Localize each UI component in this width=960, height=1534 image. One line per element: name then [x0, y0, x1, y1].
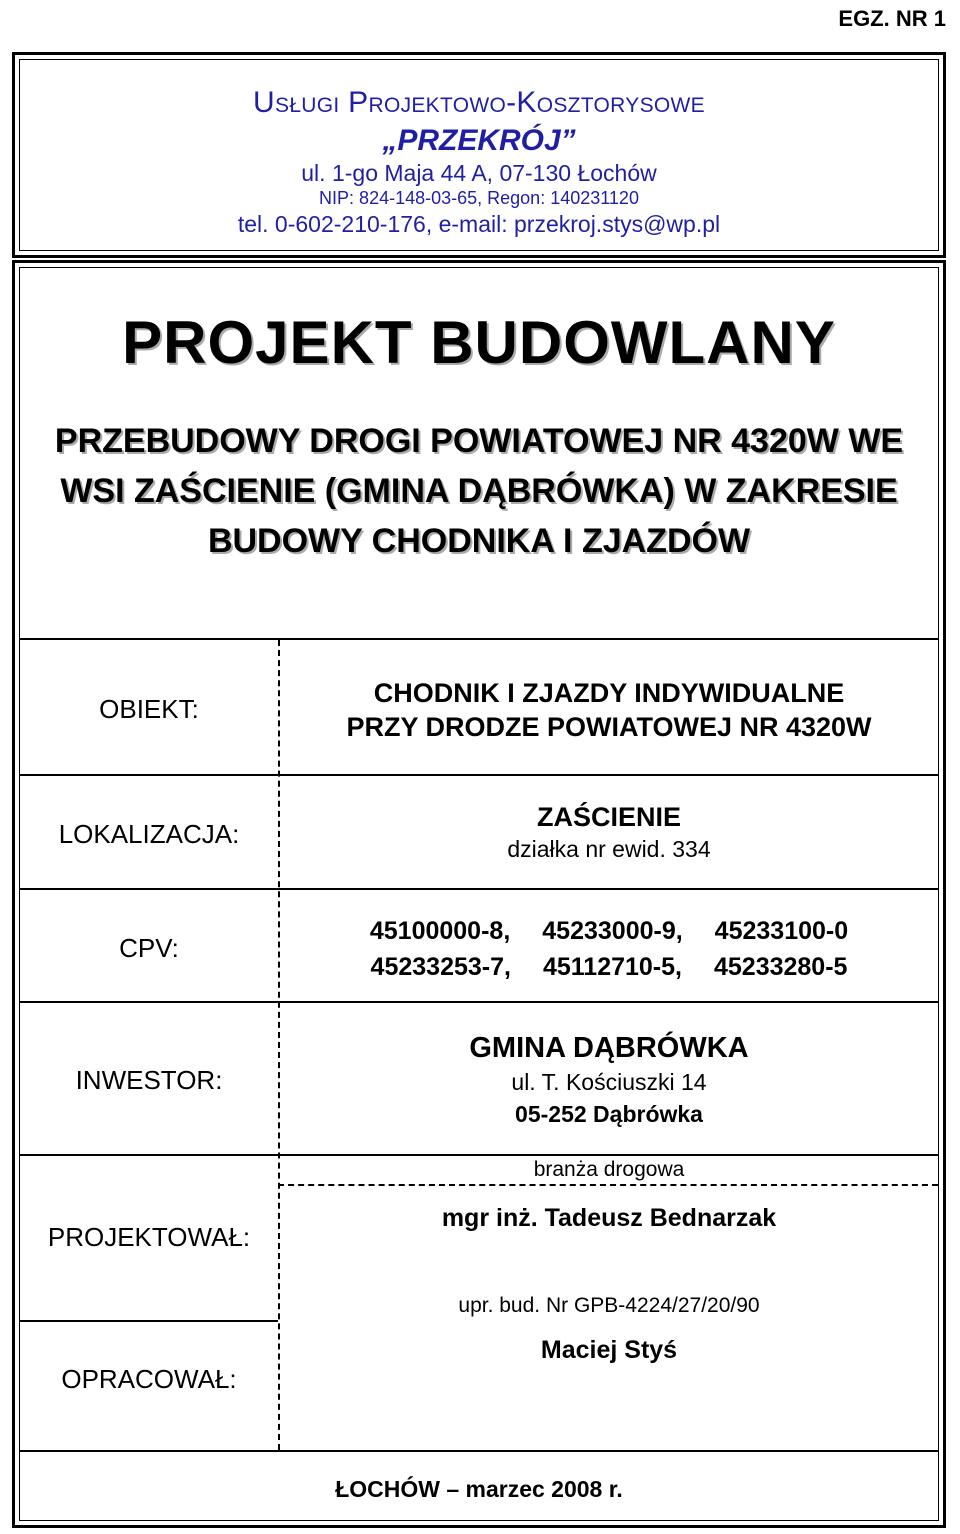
cpv-code: 45233253-7, [370, 953, 511, 981]
firm-name: „PRZEKRÓJ” [382, 124, 576, 157]
place-date: ŁOCHÓW – marzec 2008 r. [335, 1476, 623, 1502]
investor-street: ul. T. Kościuszki 14 [511, 1069, 707, 1095]
company-name: Usługi Projektowo-Kosztorysowe [253, 86, 705, 119]
location-parcel: działka nr ewid. 334 [507, 836, 711, 862]
company-address: ul. 1-go Maja 44 A, 07-130 Łochów [301, 160, 657, 186]
value-inwestor [280, 1030, 938, 1130]
company-header-inner [19, 59, 939, 251]
investor-name: GMINA DĄBRÓWKA [469, 1032, 749, 1064]
label-lokalizacja: LOKALIZACJA: [58, 819, 240, 849]
document-subtitle: PRZEBUDOWY DROGI POWIATOWEJ NR 4320W WE WSI ZAŚCIENIE (GMINA DĄBRÓWKA) W ZAKRESIE BUDOWY CHODNIKA I ZJAZDÓW [54, 422, 904, 560]
obiekt-line-2: PRZY DRODZE POWIATOWEJ NR 4320W [346, 712, 872, 742]
divider-line [19, 1450, 939, 1452]
designer-branch: branża drogowa [533, 1158, 685, 1181]
value-obiekt [280, 676, 938, 744]
designer-name: mgr inż. Tadeusz Bednarzak [441, 1204, 777, 1232]
divider-line [19, 1320, 278, 1322]
label-inwestor: INWESTOR: [75, 1065, 223, 1095]
location-place: ZAŚCIENIE [536, 802, 682, 832]
company-contact: tel. 0-602-210-176, e-mail: przekroj.stys@wp.pl [237, 211, 721, 237]
cpv-row [280, 913, 938, 949]
company-tax-ids: NIP: 824-148-03-65, Regon: 140231120 [319, 188, 639, 208]
label-obiekt: OBIEKT: [99, 694, 199, 724]
title-page-frame [12, 260, 946, 1528]
cpv-code: 45233280-5 [713, 953, 848, 981]
title-page-inner [19, 267, 939, 1521]
label-opracowal: OPRACOWAŁ: [61, 1364, 237, 1394]
investor-city: 05-252 Dąbrówka [515, 1101, 703, 1127]
divider-line [19, 888, 939, 890]
copy-number: EGZ. NR 1 [838, 6, 946, 31]
dashed-divider [278, 1184, 938, 1186]
divider-line [19, 1001, 939, 1003]
prepared-by-name: Maciej Styś [540, 1336, 678, 1364]
obiekt-line-1: CHODNIK I ZJAZDY INDYWIDUALNE [373, 678, 845, 708]
divider-line [19, 638, 939, 640]
label-cpv: CPV: [119, 933, 179, 963]
divider-line [19, 774, 939, 776]
divider-line [19, 1154, 939, 1156]
company-header-box [12, 52, 946, 258]
value-lokalizacja [280, 800, 938, 864]
cpv-code: 45233000-9, [542, 917, 683, 945]
cpv-code: 45112710-5, [542, 953, 682, 981]
cpv-code: 45100000-8, [369, 917, 511, 945]
cpv-code: 45233100-0 [714, 917, 849, 945]
document-title: PROJEKT BUDOWLANY [122, 309, 836, 376]
designer-license: upr. bud. Nr GPB-4224/27/20/90 [458, 1294, 760, 1317]
label-projektowal: PROJEKTOWAŁ: [47, 1222, 251, 1252]
value-cpv [280, 913, 938, 985]
cpv-row [280, 949, 938, 985]
